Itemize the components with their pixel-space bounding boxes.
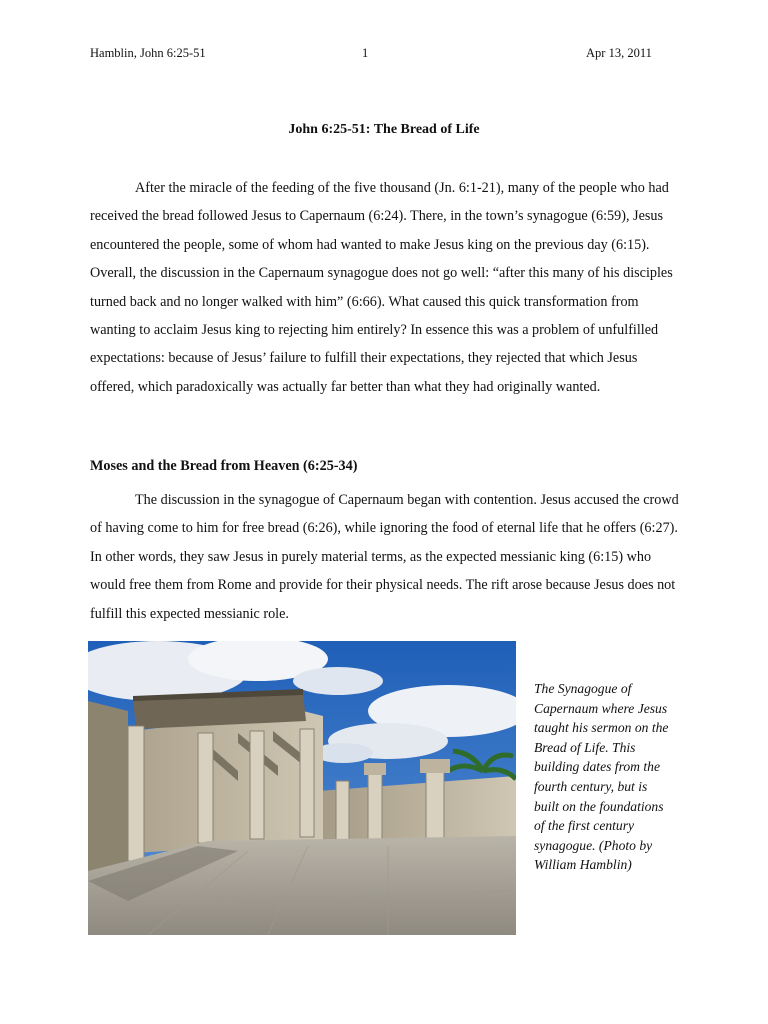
page-number: 1 (362, 46, 369, 60)
section-heading: Moses and the Bread from Heaven (6:25-34) (90, 458, 358, 474)
synagogue-photo (88, 641, 516, 935)
header-date: Apr 13, 2011 (586, 46, 652, 60)
header-left: Hamblin, John 6:25-51 (90, 46, 206, 60)
photo-caption: The Synagogue of Capernaum where Jesus taught his sermon on the Bread of Life. This building dates from the fourth century, but is built on the foundations of the first century synagogue. (Photo by William Hamblin) (534, 681, 669, 873)
paragraph-intro: After the miracle of the feeding of the five thousand (Jn. 6:1-21), many of the people who had received the bread followed Jesus to Capernaum (6:24). There, in the town’s synagogue (6:59), Jesus encountered the people, some of whom had wanted to make Jesus king on the previous day (6:15). Overall, the discussion in the Capernaum synagogue does not go well: “after this many of his disciples turned back and no longer walked with him” (6:66). What caused this quick transformation from wanting to acclaim Jesus king to rejecting him entirely? In essence this was a problem of unfulfilled expectations: because of Jesus’ failure to fulfill their expectations, they rejected that which Jesus offered, which paradoxically was actually far better than what they had originally wanted. (90, 180, 673, 395)
paragraph-section: The discussion in the synagogue of Capernaum began with contention. Jesus accused the crowd of having come to him for free bread (6:26), while ignoring the food of eternal life that he offers (6:27). In other words, they saw Jesus in purely material terms, as the expected messianic king (6:15) who would free them from Rome and provide for their physical needs. The rift arose because Jesus does not fulfill this expected messianic role. (90, 492, 679, 622)
document-title: John 6:25-51: The Bread of Life (288, 122, 480, 137)
